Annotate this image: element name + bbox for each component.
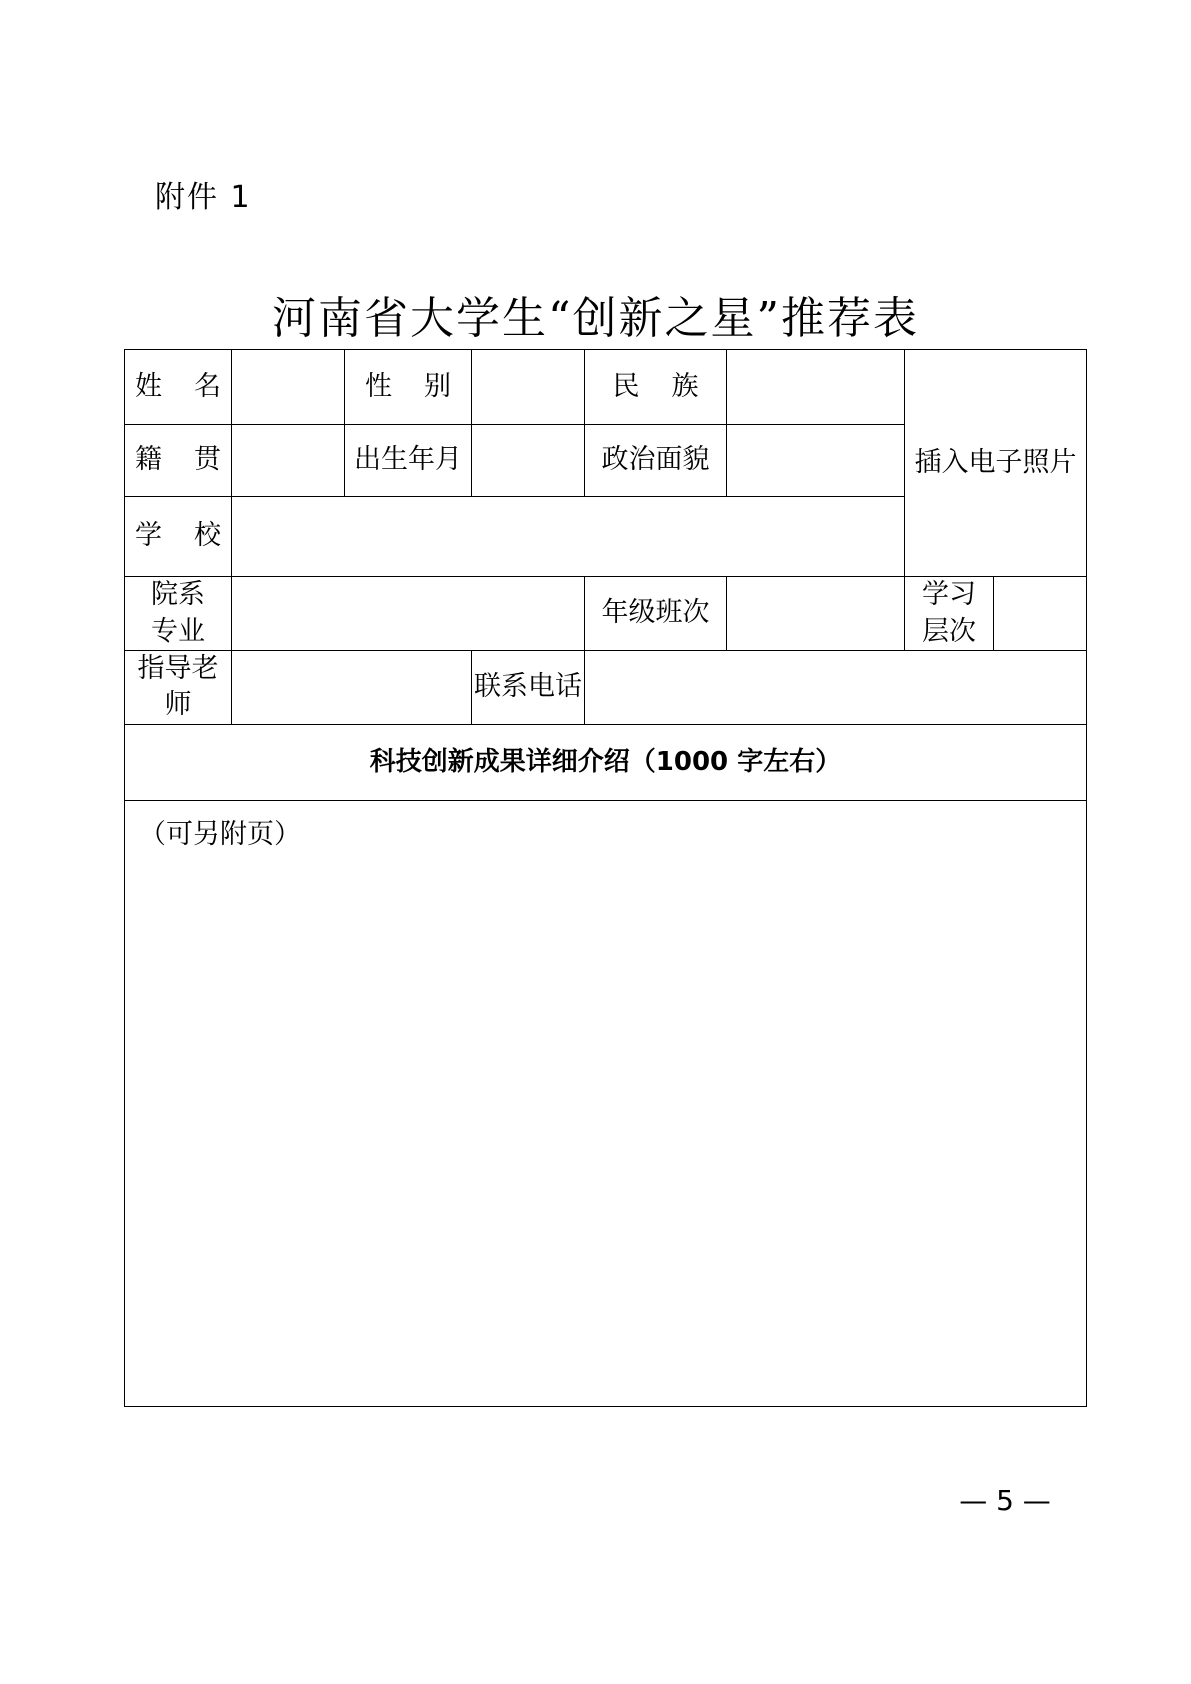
- birth-label: 出生年月: [345, 425, 472, 497]
- study-level-field[interactable]: [994, 577, 1087, 651]
- form-title: 河南省大学生“创新之星”推荐表: [272, 293, 919, 344]
- political-status-field[interactable]: [727, 425, 905, 497]
- phone-field[interactable]: [585, 651, 1087, 725]
- school-field[interactable]: [232, 497, 905, 577]
- political-status-label: 政治面貌: [585, 425, 727, 497]
- attach-note: （可另附页）: [139, 818, 301, 850]
- department-major-field[interactable]: [232, 577, 585, 651]
- grade-class-label: 年级班次: [585, 577, 727, 651]
- photo-placeholder[interactable]: 插入电子照片: [905, 350, 1087, 577]
- native-place-label: 籍 贯: [125, 425, 232, 497]
- ethnicity-label: 民 族: [585, 350, 727, 425]
- native-place-field[interactable]: [232, 425, 345, 497]
- section-header: 科技创新成果详细介绍（1000 字左右）: [125, 724, 1087, 800]
- school-label: 学 校: [125, 497, 232, 577]
- ethnicity-field[interactable]: [727, 350, 905, 425]
- achievement-content-area[interactable]: [125, 800, 1087, 1406]
- birth-field[interactable]: [472, 425, 585, 497]
- grade-class-field[interactable]: [727, 577, 905, 651]
- name-field[interactable]: [232, 350, 345, 425]
- study-level-label: 学习 层次: [905, 577, 994, 651]
- recommendation-form: [124, 349, 1087, 1407]
- phone-label: 联系电话: [472, 651, 585, 725]
- gender-label: 性 别: [345, 350, 472, 425]
- advisor-label: 指导老师: [125, 651, 232, 725]
- advisor-field[interactable]: [232, 651, 472, 725]
- department-major-label: 院系 专业: [125, 577, 232, 651]
- page-number: — 5 —: [959, 1484, 1051, 1517]
- gender-field[interactable]: [472, 350, 585, 425]
- name-label: 姓 名: [125, 350, 232, 425]
- attachment-label: 附件 1: [155, 180, 252, 215]
